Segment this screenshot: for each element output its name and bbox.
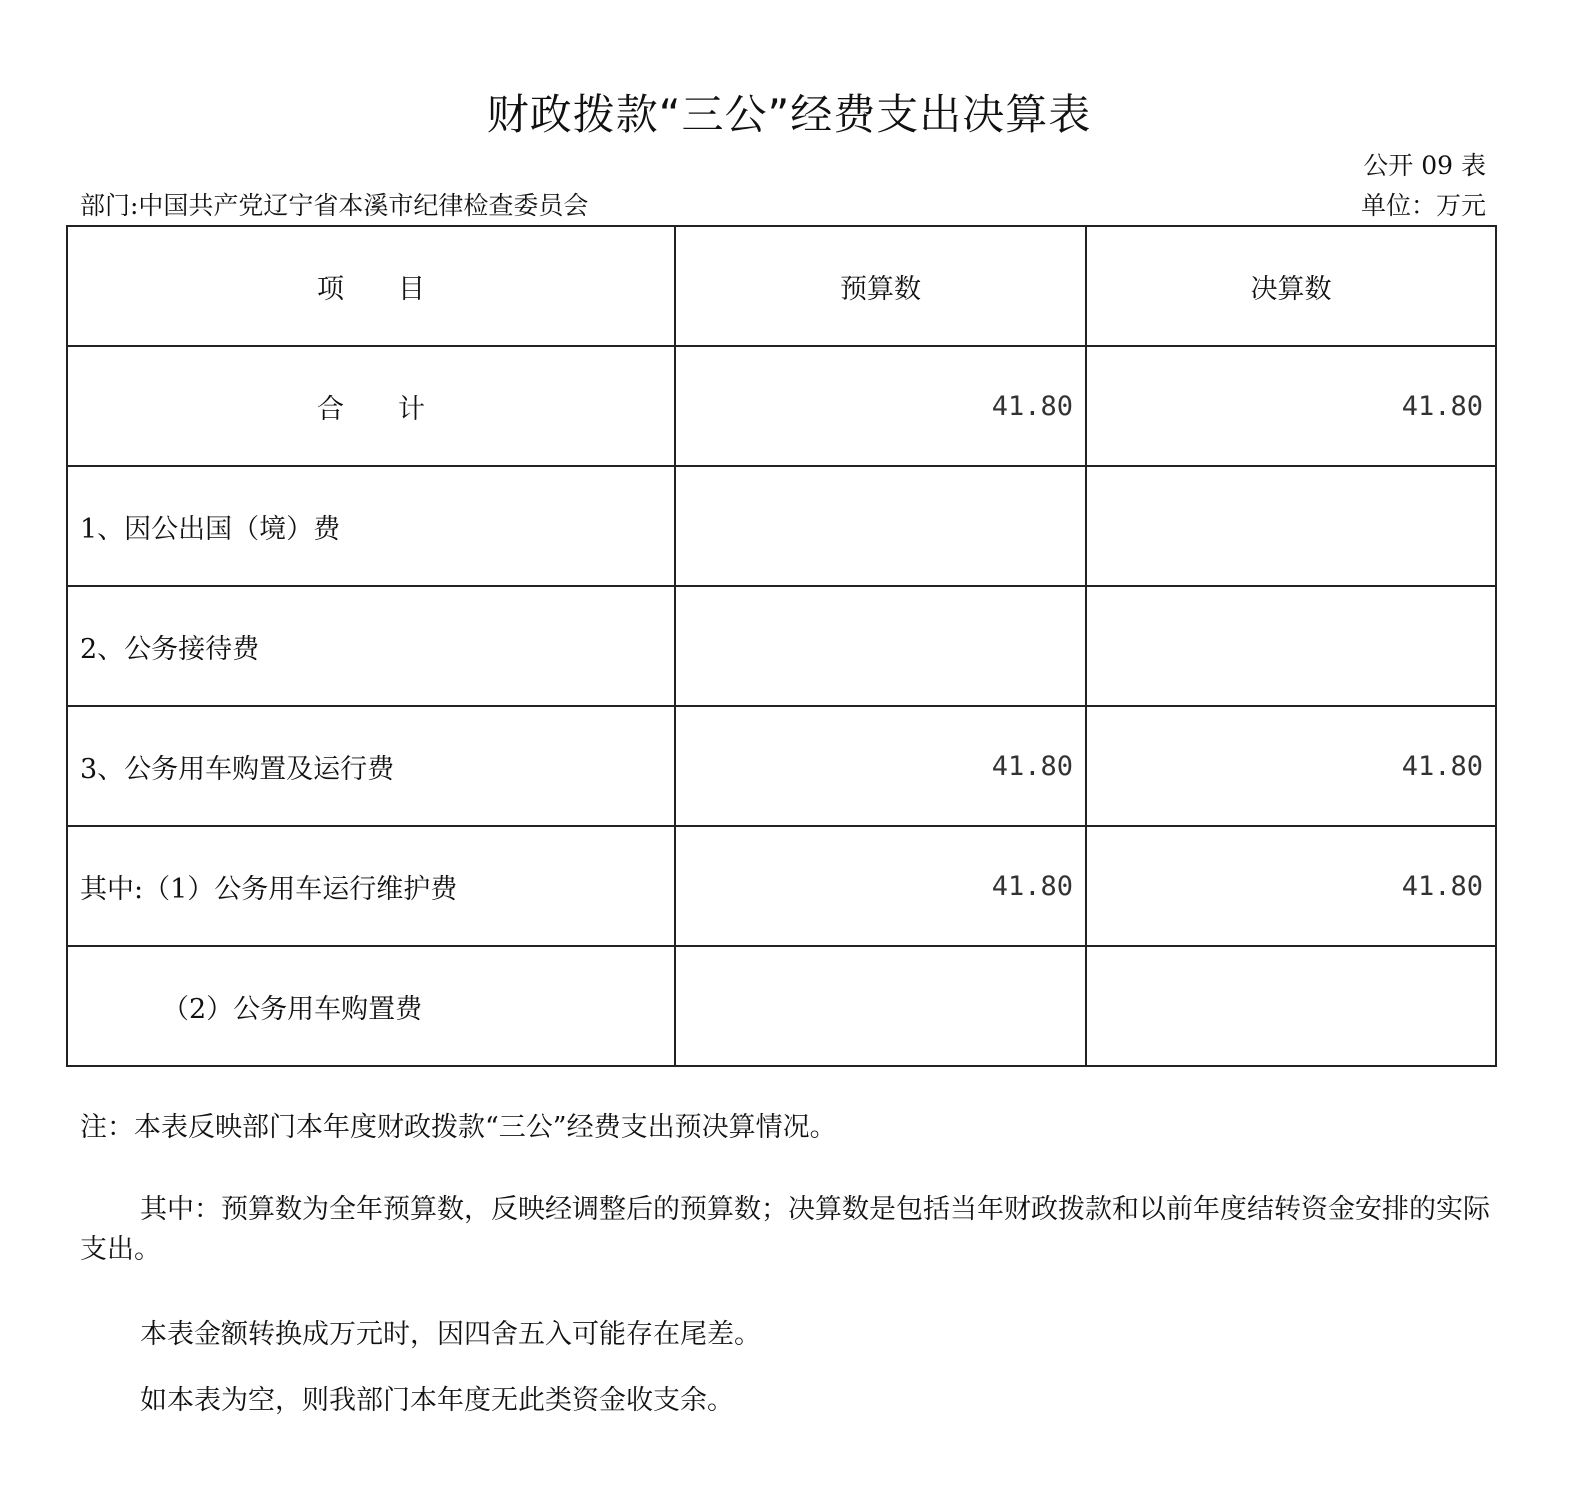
table-header-row (67, 226, 1496, 346)
table-row (67, 586, 1496, 706)
row-label-vehicle-maintenance: 其中:（1）公务用车运行维护费 (67, 826, 675, 946)
row-label-overseas: 1、因公出国（境）费 (67, 466, 675, 586)
row-label-vehicle-purchase: （2）公务用车购置费 (67, 946, 675, 1066)
table-row (67, 346, 1496, 466)
row-final-vehicle: 41.80 (1086, 706, 1496, 826)
note-2: 其中：预算数为全年预算数，反映经调整后的预算数；决算数是包括当年财政拨款和以前年度结转资金安排的实际支出。 (80, 1194, 1490, 1265)
row-budget-vehicle: 41.80 (675, 706, 1086, 826)
header-item: 项 目 (67, 226, 675, 346)
table-row (67, 466, 1496, 586)
note-4: 如本表为空，则我部门本年度无此类资金收支余。 (140, 1385, 734, 1416)
notes-section (80, 1108, 1490, 1421)
row-budget-vehicle-purchase (675, 946, 1086, 1066)
row-budget-reception (675, 586, 1086, 706)
row-final-reception (1086, 586, 1496, 706)
row-label-reception: 2、公务接待费 (67, 586, 675, 706)
expense-table (66, 225, 1497, 1067)
row-final-total: 41.80 (1086, 346, 1496, 466)
row-budget-total: 41.80 (675, 346, 1086, 466)
row-final-vehicle-purchase (1086, 946, 1496, 1066)
row-label-vehicle: 3、公务用车购置及运行费 (67, 706, 675, 826)
document-title: 财政拨款“三公”经费支出决算表 (486, 90, 1092, 139)
note-1: 注：本表反映部门本年度财政拨款“三公”经费支出预决算情况。 (80, 1112, 837, 1143)
table-code: 公开 09 表 (1363, 151, 1486, 180)
row-label-total: 合 计 (67, 346, 675, 466)
header-final: 决算数 (1086, 226, 1496, 346)
unit-label: 单位：万元 (1360, 191, 1486, 220)
table-row (67, 706, 1496, 826)
row-final-vehicle-maintenance: 41.80 (1086, 826, 1496, 946)
table-row (67, 826, 1496, 946)
note-3: 本表金额转换成万元时，因四舍五入可能存在尾差。 (140, 1319, 761, 1350)
header-budget: 预算数 (675, 226, 1086, 346)
row-budget-vehicle-maintenance: 41.80 (675, 826, 1086, 946)
department-label: 部门:中国共产党辽宁省本溪市纪律检查委员会 (80, 191, 589, 220)
row-final-overseas (1086, 466, 1496, 586)
table-row (67, 946, 1496, 1066)
row-budget-overseas (675, 466, 1086, 586)
